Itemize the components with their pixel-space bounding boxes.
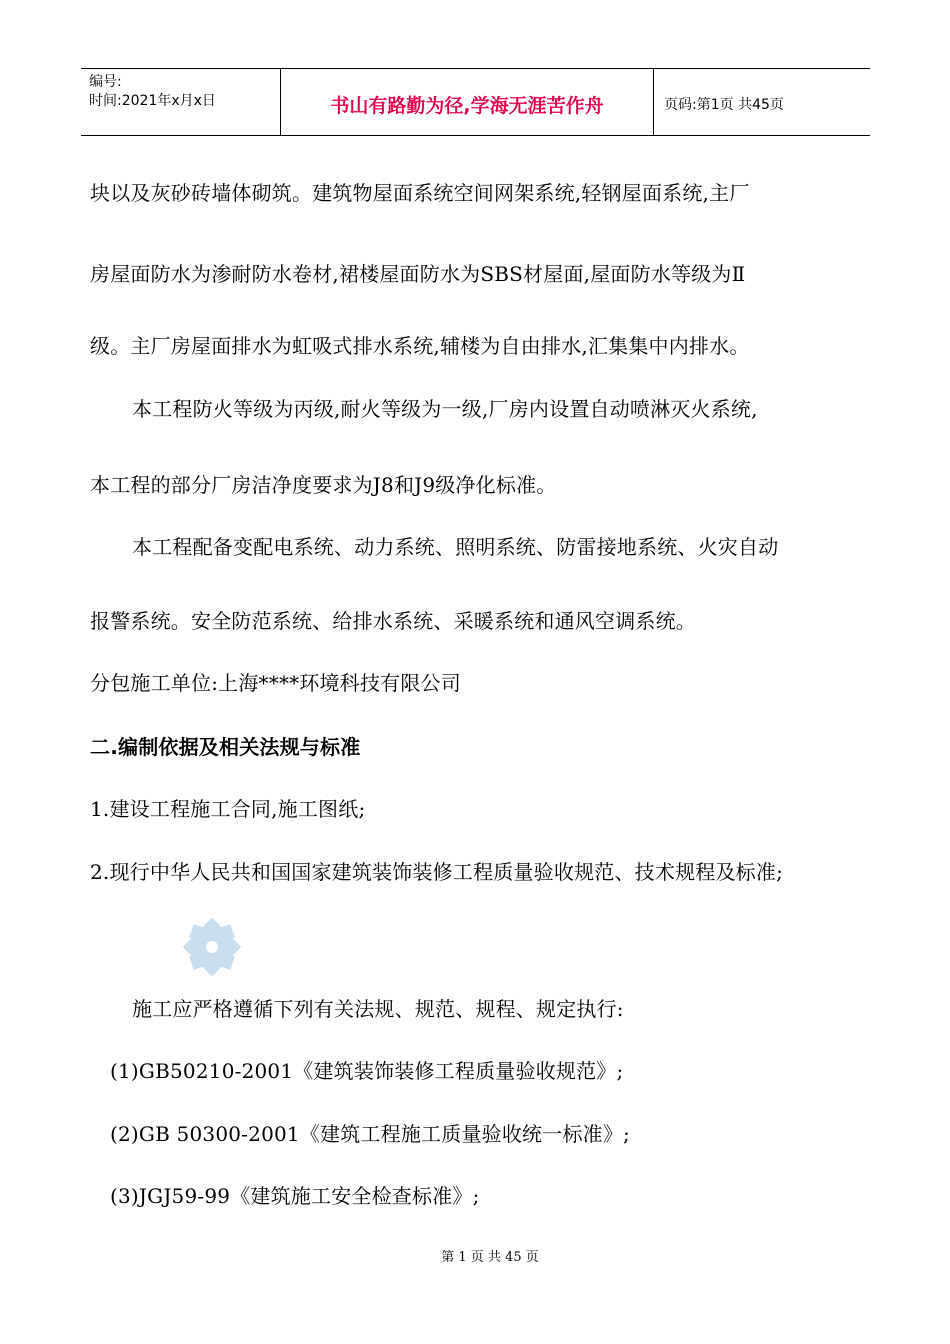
header-page-info: 页码:第1页 共45页 — [664, 97, 784, 113]
section-heading: 二.编制依据及相关法规与标准 — [90, 735, 361, 759]
number-label: 编号: — [89, 74, 122, 90]
header-motto: 书山有路勤为径,学海无涯苦作舟 — [281, 69, 654, 135]
document-header — [81, 68, 870, 136]
page-footer: 第 1 页 共 45 页 — [441, 1250, 539, 1265]
body-line-5: 本工程的部分厂房洁净度要求为J8和J9级净化标准。 — [90, 473, 557, 497]
body-line-2: 房屋面防水为渗耐防水卷材,裙楼屋面防水为SBS材屋面,屋面防水等级为Ⅱ — [90, 262, 746, 286]
body-line-3: 级。主厂房屋面排水为虹吸式排水系统,辅楼为自由排水,汇集集中内排水。 — [90, 334, 750, 358]
header-left-cell — [81, 69, 281, 135]
basis-item-1: 1.建设工程施工合同,施工图纸; — [90, 797, 366, 821]
basis-item-2: 2.现行中华人民共和国国家建筑装饰装修工程质量验收规范、技术规程及标准; — [90, 860, 784, 884]
standards-intro: 施工应严格遵循下列有关法规、规范、规程、规定执行: — [132, 997, 624, 1021]
standard-item-3: (3)JGJ59-99《建筑施工安全检查标准》; — [110, 1184, 480, 1208]
standard-item-1: (1)GB50210-2001《建筑装饰装修工程质量验收规范》; — [110, 1059, 624, 1083]
date-label: 时间:2021年x月x日 — [89, 93, 216, 109]
subcontractor-line: 分包施工单位:上海****环境科技有限公司 — [90, 671, 461, 695]
standard-item-2: (2)GB 50300-2001《建筑工程施工质量验收统一标准》; — [110, 1122, 630, 1146]
body-line-6: 本工程配备变配电系统、动力系统、照明系统、防雷接地系统、火灾自动 — [132, 535, 779, 559]
body-line-1: 块以及灰砂砖墙体砌筑。建筑物屋面系统空间网架系统,轻钢屋面系统,主厂 — [90, 181, 750, 205]
body-line-4: 本工程防火等级为丙级,耐火等级为一级,厂房内设置自动喷淋灭火系统, — [132, 397, 758, 421]
body-line-7: 报警系统。安全防范系统、给排水系统、采暖系统和通风空调系统。 — [90, 609, 696, 633]
watermark-logo-icon — [182, 917, 242, 977]
